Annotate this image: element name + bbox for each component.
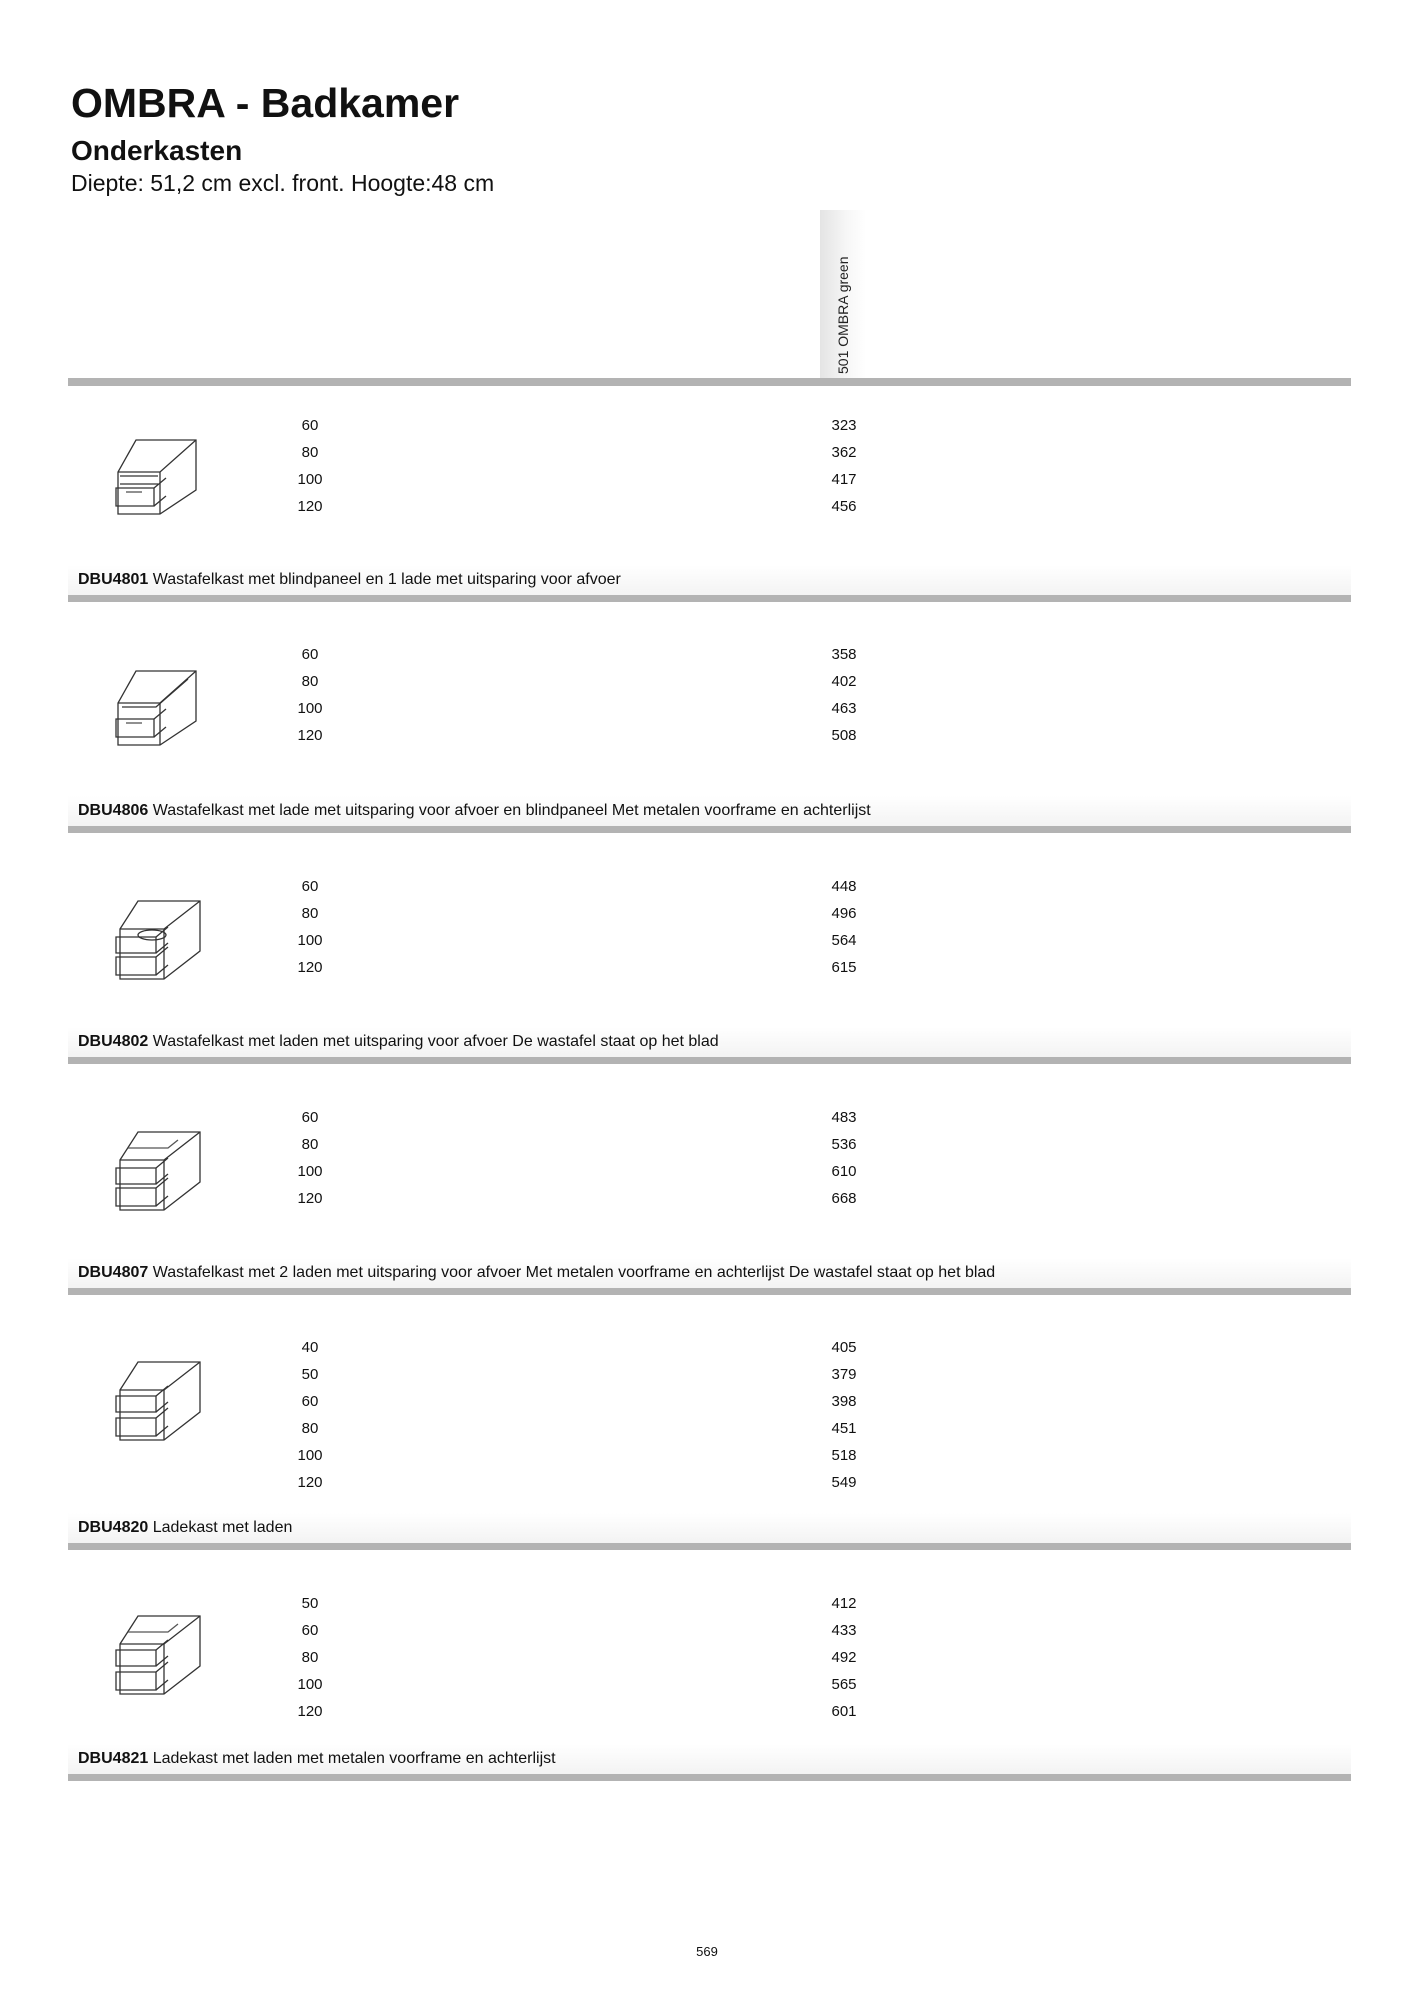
price-value: 463 [831,700,857,717]
cabinet-one-drawer-icon [108,432,208,527]
product-caption [68,796,1351,826]
section-divider [68,1774,1351,1781]
size-value: 80 [301,1649,319,1666]
size-value: 80 [301,673,319,690]
size-value: 40 [301,1339,319,1356]
product-caption [68,1027,1351,1057]
product-name: Wastafelkast met 2 laden met uitsparing voor afvoer Met metalen voorframe en achterlijst De wastafel staat op het blad [152,1264,996,1281]
section-divider [68,1057,1351,1064]
product-caption [68,1744,1351,1774]
price-value: 610 [831,1163,857,1180]
section-subtitle: Onderkasten [71,135,243,166]
price-list [824,412,864,520]
product-code: DBU4820 [78,1519,149,1536]
price-value: 358 [831,646,857,663]
product-code: DBU4806 [78,802,149,819]
price-value: 405 [831,1339,857,1356]
size-value: 120 [297,1703,323,1720]
price-value: 492 [831,1649,857,1666]
product-caption [68,1513,1351,1543]
header-divider [68,378,1351,386]
section-divider [68,1543,1351,1550]
product-name: Wastafelkast met laden met uitsparing voor afvoer De wastafel staat op het blad [152,1033,719,1050]
size-value: 60 [301,878,319,895]
product-name: Wastafelkast met lade met uitsparing voor afvoer en blindpaneel Met metalen voorframe en achterlijst [152,802,871,819]
price-value: 379 [831,1366,857,1383]
section-divider [68,826,1351,833]
color-column-header [820,210,866,378]
size-value: 120 [297,498,323,515]
price-value: 536 [831,1136,857,1153]
page-title: OMBRA - Badkamer [71,80,460,126]
price-value: 402 [831,673,857,690]
product-name: Wastafelkast met blindpaneel en 1 lade met uitsparing voor afvoer [152,571,621,588]
size-value: 80 [301,905,319,922]
product-caption [68,1258,1351,1288]
price-list [824,1334,864,1496]
product-name: Ladekast met laden [152,1519,293,1536]
price-list [824,1104,864,1212]
dimensions-description: Diepte: 51,2 cm excl. front. Hoogte:48 cm [71,170,495,196]
price-value: 417 [831,471,857,488]
price-value: 412 [831,1595,857,1612]
cabinet-two-drawers-icon [108,895,208,990]
size-value: 120 [297,1474,323,1491]
price-value: 565 [831,1676,857,1693]
price-value: 323 [831,417,857,434]
size-value: 50 [301,1366,319,1383]
size-list [285,873,335,981]
price-value: 496 [831,905,857,922]
price-value: 615 [831,959,857,976]
size-value: 100 [297,471,323,488]
size-value: 100 [297,932,323,949]
price-value: 668 [831,1190,857,1207]
size-value: 100 [297,1163,323,1180]
product-code: DBU4802 [78,1033,149,1050]
price-value: 362 [831,444,857,461]
size-value: 120 [297,1190,323,1207]
price-value: 451 [831,1420,857,1437]
size-value: 50 [301,1595,319,1612]
size-value: 60 [301,1622,319,1639]
size-value: 100 [297,1676,323,1693]
price-list [824,873,864,981]
size-value: 120 [297,727,323,744]
size-value: 80 [301,1136,319,1153]
product-code: DBU4807 [78,1264,149,1281]
price-value: 483 [831,1109,857,1126]
size-value: 60 [301,417,319,434]
section-divider [68,1288,1351,1295]
page-number: 569 [696,1944,718,1959]
size-value: 80 [301,1420,319,1437]
price-value: 601 [831,1703,857,1720]
size-value: 120 [297,959,323,976]
color-column-label: 501 OMBRA green [835,256,851,374]
price-list [824,1590,864,1725]
price-value: 518 [831,1447,857,1464]
size-list [285,412,335,520]
size-list [285,1104,335,1212]
size-list [285,1334,335,1496]
size-value: 60 [301,1393,319,1410]
cabinet-one-drawer-frame-icon [108,663,208,758]
size-list [285,641,335,749]
price-value: 456 [831,498,857,515]
drawer-cabinet-frame-icon [108,1610,208,1705]
size-value: 100 [297,700,323,717]
size-list [285,1590,335,1725]
price-value: 448 [831,878,857,895]
product-caption [68,565,1351,595]
section-divider [68,595,1351,602]
size-value: 80 [301,444,319,461]
price-value: 549 [831,1474,857,1491]
drawer-cabinet-icon [108,1356,208,1451]
size-value: 60 [301,646,319,663]
price-value: 433 [831,1622,857,1639]
price-value: 398 [831,1393,857,1410]
product-code: DBU4801 [78,571,149,588]
price-value: 564 [831,932,857,949]
size-value: 100 [297,1447,323,1464]
size-value: 60 [301,1109,319,1126]
product-code: DBU4821 [78,1750,149,1767]
product-name: Ladekast met laden met metalen voorframe en achterlijst [152,1750,556,1767]
cabinet-two-drawers-frame-icon [108,1126,208,1221]
price-list [824,641,864,749]
price-value: 508 [831,727,857,744]
